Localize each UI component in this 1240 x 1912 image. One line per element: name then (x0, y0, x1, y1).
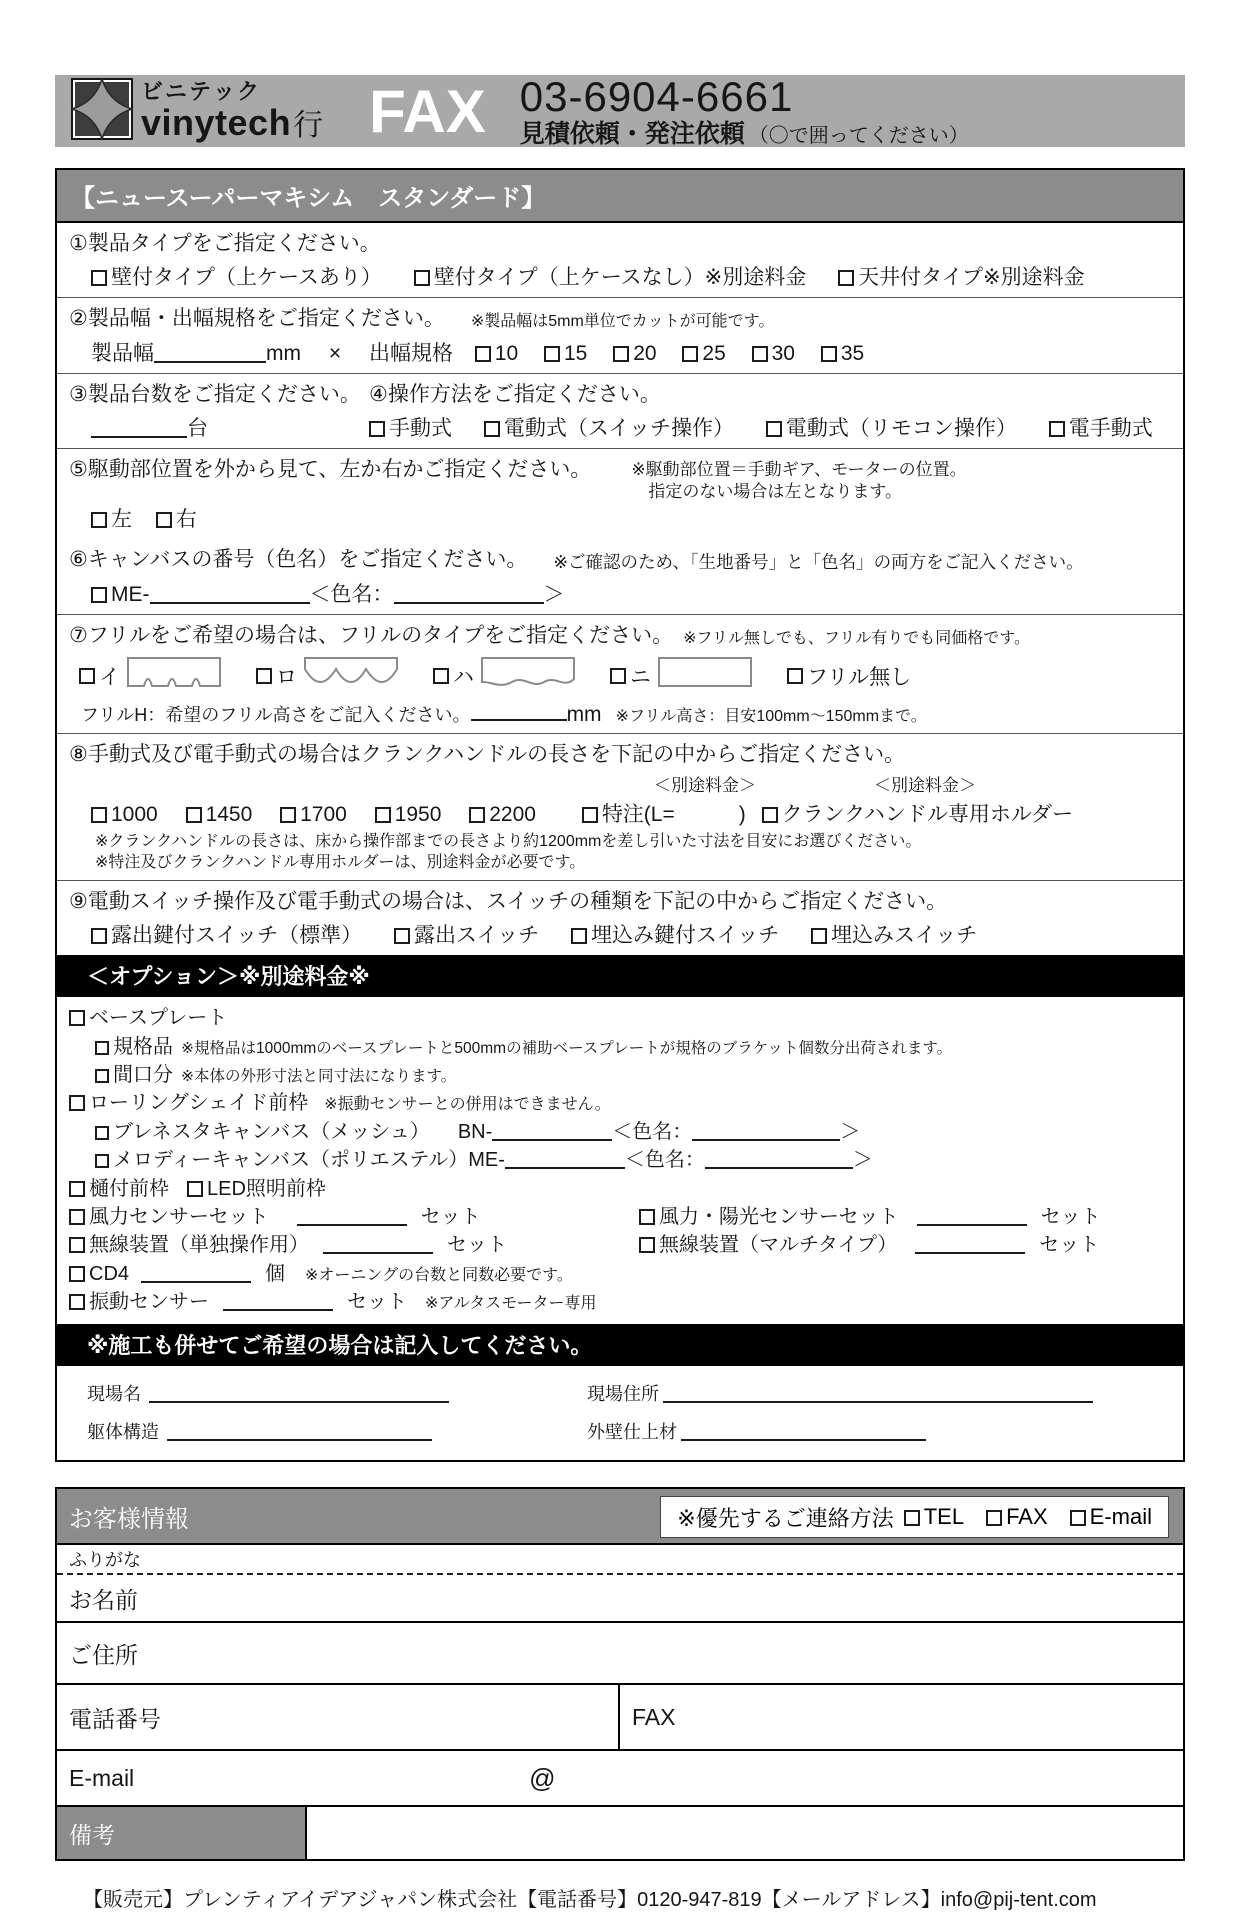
checkbox-embedded-switch[interactable] (811, 928, 827, 944)
melody-color-line[interactable] (705, 1167, 853, 1169)
wall-material-label: 外壁仕上材 (587, 1422, 677, 1443)
checkbox-crank-1000[interactable] (91, 807, 107, 823)
checkbox-contact-fax[interactable] (986, 1510, 1002, 1526)
options-list: ベースプレート 規格品 ※規格品は1000mmのベースプレートと500mmの補助ベースプレートが規格のブラケット個数分出荷されます。 間口分 ※本体の外形寸法と同寸法になります。 ローリングシェイド前枠 ※振動センサーとの併用はできません。 ブレネスタキャンバス（メッシュ） BN- ＜色名： ＞ メロディーキャンバス（ポリエステル）ME- ＜色名： ＞ 樋付前枠 LED照明前枠 風力センサーセット セット 風力・陽光センサーセット セット 無線装置（単独操作用） セット 無線装置（マルチタイプ） セット CD4 個 ※オーニングの台数と同数必要です。 振動センサー セット ※アルタスモーター専用 (57, 997, 1183, 1324)
order-form-box (55, 168, 1185, 1462)
wind-sensor-qty-line[interactable] (297, 1224, 407, 1226)
q8-note-2: ※特注及びクランクハンドル専用ホルダーは、別途料金が必要です。 (95, 854, 586, 872)
checkbox-depth-30[interactable] (752, 346, 768, 362)
email-row[interactable] (57, 1751, 1183, 1807)
seller-footer: 【販売元】プレンティアイデアジャパン株式会社【電話番号】0120-947-819【メールアドレス】info@pij-tent.com (83, 1889, 1097, 1912)
checkbox-embedded-key-switch[interactable] (571, 928, 587, 944)
frill-d-shape-icon (657, 655, 753, 697)
checkbox-left[interactable] (91, 512, 107, 528)
checkbox-cd4[interactable] (69, 1266, 85, 1282)
surcharge-label-1: ＜別途料金＞ (654, 775, 756, 795)
checkbox-depth-25[interactable] (682, 346, 698, 362)
frill-a-shape-icon (126, 655, 222, 697)
q9-heading: ⑨電動スイッチ操作及び電手動式の場合は、スイッチの種類を下記の中からご指定ください。 (69, 889, 948, 913)
checkbox-contact-tel[interactable] (904, 1510, 920, 1526)
checkbox-exposed-switch[interactable] (394, 928, 410, 944)
q2-heading: ②製品幅・出幅規格をご指定ください。 (69, 307, 445, 331)
frill-c-shape-icon (480, 655, 576, 697)
checkbox-frill-d[interactable] (610, 668, 626, 684)
section-switch-type: ⑨電動スイッチ操作及び電手動式の場合は、スイッチの種類を下記の中からご指定ください。 露出鍵付スイッチ（標準） 露出スイッチ 埋込み鍵付スイッチ 埋込みスイッチ (57, 880, 1183, 955)
wind-sun-sensor-qty-line[interactable] (917, 1224, 1027, 1226)
depth-label: 出幅規格 (368, 341, 453, 365)
fax-number: 03-6904-6661 (519, 72, 794, 120)
q2-note: ※製品幅は5mm単位でカットが可能です。 (470, 313, 775, 331)
circle-instruction: （〇で囲ってください） (748, 124, 969, 147)
vinytech-logo (71, 78, 323, 145)
logo-jp-text: ビニテック (141, 79, 262, 104)
frill-height-line[interactable] (471, 719, 567, 721)
frill-height-label: フリルH：希望のフリル高さをご記入ください。 (81, 705, 471, 726)
checkbox-vibration-sensor[interactable] (69, 1294, 85, 1310)
vibration-sensor-note: ※アルタスモーター専用 (425, 1295, 597, 1313)
name-label: お名前 (69, 1586, 138, 1613)
q7-note: ※フリル無しでも、フリル有りでも同価格です。 (683, 630, 1030, 648)
section-product-width: ②製品幅・出幅規格をご指定ください。 ※製品幅は5mm単位でカットが可能です。 製品幅 mm × 出幅規格 10 15 20 25 30 35 (57, 297, 1183, 372)
checkbox-canvas-me[interactable] (91, 587, 107, 603)
checkbox-crank-1700[interactable] (280, 807, 296, 823)
frill-b-shape-icon (303, 655, 399, 697)
customer-info-table (55, 1487, 1185, 1861)
construction-section-bar: ※施工も併せてご希望の場合は記入してください。 (57, 1324, 1183, 1366)
checkbox-right[interactable] (156, 512, 172, 528)
opening-width-note: ※本体の外形寸法と同寸法になります。 (181, 1067, 457, 1085)
melody-number-line[interactable] (505, 1167, 625, 1169)
q5-heading: ⑤駆動部位置を外から見て、左か右かご指定ください。 (69, 457, 592, 481)
request-type-label[interactable]: 見積依頼・発注依頼 (519, 119, 745, 148)
cd4-note: ※オーニングの台数と同数必要です。 (305, 1266, 573, 1284)
section-quantity-operation: ③製品台数をご指定ください。 台 ④操作方法をご指定ください。 手動式 電動式（スイッチ操作） 電動式（リモコン操作） 電手動式 (57, 373, 1183, 448)
cd4-qty-line[interactable] (141, 1281, 251, 1283)
site-address-line[interactable] (663, 1401, 1093, 1403)
checkbox-brenesta-canvas[interactable] (95, 1126, 109, 1140)
address-label: ご住所 (69, 1641, 138, 1668)
checkbox-wall-with-case[interactable] (91, 270, 107, 286)
q7-heading: ⑦フリルをご希望の場合は、フリルのタイプをご指定ください。 (69, 624, 674, 648)
checkbox-electric-remote[interactable] (766, 421, 782, 437)
remarks-input-area[interactable] (307, 1807, 1183, 1859)
remarks-row (57, 1807, 1183, 1859)
site-name-line[interactable] (149, 1401, 449, 1403)
checkbox-wind-sun-sensor[interactable] (639, 1209, 655, 1225)
surcharge-label-2: ＜別途料金＞ (874, 775, 976, 795)
site-name-label: 現場名 (87, 1384, 141, 1405)
q8-heading: ⑧手動式及び電手動式の場合はクランクハンドルの長さを下記の中からご指定ください。 (69, 743, 906, 767)
wall-material-line[interactable] (681, 1439, 926, 1441)
times-sign: × (328, 341, 342, 365)
furigana-row[interactable] (57, 1545, 1183, 1575)
checkbox-wireless-single[interactable] (69, 1237, 85, 1253)
checkbox-crank-custom[interactable] (582, 807, 598, 823)
customer-info-header (57, 1489, 1183, 1545)
checkbox-baseplate[interactable] (69, 1010, 85, 1026)
checkbox-depth-15[interactable] (544, 346, 560, 362)
checkbox-electric-switch[interactable] (484, 421, 500, 437)
checkbox-crank-1950[interactable] (375, 807, 391, 823)
email-at-sign: @ (529, 1762, 556, 1793)
checkbox-wind-sensor[interactable] (69, 1209, 85, 1225)
fax-cell[interactable] (620, 1685, 1183, 1749)
checkbox-frill-c[interactable] (433, 668, 449, 684)
standard-item-note: ※規格品は1000mmのベースプレートと500mmの補助ベースプレートが規格のブラケット個数分出荷されます。 (181, 1039, 953, 1057)
site-address-label: 現場住所 (587, 1384, 659, 1405)
logo-suffix: 行 (293, 109, 324, 142)
vinytech-logo-icon (71, 78, 133, 145)
q8-note-1: ※クランクハンドルの長さは、床から操作部までの長さより約1200mmを差し引いた寸法を目安にお選びください。 (95, 832, 922, 850)
tel-cell[interactable] (57, 1685, 620, 1749)
construction-fields (57, 1366, 1183, 1460)
section-drive-position: ⑤駆動部位置を外から見て、左か右かご指定ください。 ※駆動部位置＝手動ギア、モーターの位置。 指定のない場合は左となります。 左 右 (57, 448, 1183, 539)
checkbox-led-frame[interactable] (187, 1181, 203, 1197)
checkbox-ceiling-type[interactable] (838, 270, 854, 286)
checkbox-crank-2200[interactable] (469, 807, 485, 823)
furigana-label: ふりがな (69, 1550, 141, 1571)
email-label: E-mail (69, 1764, 135, 1791)
checkbox-opening-width[interactable] (95, 1069, 109, 1083)
section-product-type: ①製品タイプをご指定ください。 壁付タイプ（上ケースあり） 壁付タイプ（上ケースなし）※別途料金 天井付タイプ※別途料金 (57, 223, 1183, 297)
brenesta-number-line[interactable] (492, 1139, 612, 1141)
q6-note: ※ご確認のため、「生地番号」と「色名」の両方をご記入ください。 (553, 552, 1084, 573)
fax-field-label: FAX (632, 1703, 676, 1730)
width-input-line[interactable] (154, 361, 266, 363)
checkbox-frill-b[interactable] (256, 668, 272, 684)
checkbox-depth-10[interactable] (475, 346, 491, 362)
rolling-shade-note: ※振動センサーとの併用はできません。 (324, 1096, 611, 1114)
checkbox-standard-item[interactable] (95, 1041, 109, 1055)
quantity-input-line[interactable] (91, 436, 187, 438)
checkbox-contact-email[interactable] (1070, 1510, 1086, 1526)
checkbox-exposed-key-switch[interactable] (91, 928, 107, 944)
brenesta-color-line[interactable] (692, 1139, 840, 1141)
width-label: 製品幅 (91, 341, 154, 365)
wireless-multi-qty-line[interactable] (915, 1252, 1025, 1254)
q4-heading: ④操作方法をご指定ください。 (369, 382, 661, 406)
checkbox-melody-canvas[interactable] (95, 1154, 109, 1168)
checkbox-electric-manual[interactable] (1049, 421, 1065, 437)
structure-line[interactable] (167, 1439, 432, 1441)
checkbox-wireless-multi[interactable] (639, 1237, 655, 1253)
vibration-sensor-qty-line[interactable] (223, 1309, 333, 1311)
logo-en-text: vinytech (141, 102, 292, 143)
options-section-bar: ＜オプション＞※別途料金※ (57, 955, 1183, 997)
tel-label: 電話番号 (69, 1705, 161, 1732)
checkbox-crank-holder[interactable] (762, 807, 778, 823)
preferred-contact-box: ※優先するご連絡方法 TEL FAX E-mail (660, 1496, 1169, 1538)
section-crank-handle: ⑧手動式及び電手動式の場合はクランクハンドルの長さを下記の中からご指定ください。 ＜別途料金＞ ＜別途料金＞ 1000 1450 1700 1950 2200 特注(L= ) クランクハンドル専用ホルダー ※クランクハンドルの長さは、床から操作部までの長さより約1200mmを差し引いた寸法を目安にお選びください。 ※特注及びクランクハンドル専用ホルダーは、別途料金が必要です。 (57, 733, 1183, 879)
tel-fax-row (57, 1685, 1183, 1751)
remarks-label: 備考 (57, 1807, 307, 1859)
checkbox-frill-none[interactable] (787, 668, 803, 684)
fax-label: FAX (369, 77, 486, 145)
q1-heading: ①製品タイプをご指定ください。 (69, 232, 381, 255)
product-series-title: 【ニュースーパーマキシム スタンダード】 (57, 170, 1183, 223)
canvas-color-line[interactable] (394, 602, 544, 604)
section-canvas-number: ⑥キャンバスの番号（色名）をご指定ください。 ※ご確認のため、「生地番号」と「色名」の両方をご記入ください。 ME- ＜色名： ＞ (69, 548, 1084, 607)
checkbox-wall-no-case[interactable] (414, 270, 430, 286)
q6-heading: ⑥キャンバスの番号（色名）をご指定ください。 (69, 548, 528, 572)
customer-info-title: お客様情報 (69, 1505, 189, 1533)
section-frill: ⑦フリルをご希望の場合は、フリルのタイプをご指定ください。 ※フリル無しでも、フリル有りでも同価格です。 イ ロ ハ ニ フリル無し フリルH：希望のフリル高さをご記入ください。 mm ※フリル高さ：目安100mm～150mmまで。 (57, 614, 1183, 733)
preferred-contact-label: ※優先するご連絡方法 (677, 1505, 894, 1531)
q5-note-1: ※駆動部位置＝手動ギア、モーターの位置。 (631, 459, 967, 479)
address-row[interactable] (57, 1623, 1183, 1685)
checkbox-gutter-frame[interactable] (69, 1181, 85, 1197)
q5-note-2: 指定のない場合は左となります。 (648, 481, 903, 501)
wireless-single-qty-line[interactable] (323, 1252, 433, 1254)
checkbox-rolling-shade[interactable] (69, 1095, 85, 1111)
header-bar (55, 72, 1185, 148)
frill-height-note: ※フリル高さ：目安100mm～150mmまで。 (615, 708, 927, 726)
checkbox-crank-1450[interactable] (186, 807, 202, 823)
checkbox-frill-a[interactable] (79, 668, 95, 684)
canvas-number-line[interactable] (150, 602, 310, 604)
checkbox-manual[interactable] (369, 421, 385, 437)
name-row[interactable] (57, 1575, 1183, 1623)
checkbox-depth-20[interactable] (613, 346, 629, 362)
q3-heading: ③製品台数をご指定ください。 (69, 382, 361, 406)
structure-label: 躯体構造 (87, 1422, 159, 1443)
checkbox-depth-35[interactable] (821, 346, 837, 362)
